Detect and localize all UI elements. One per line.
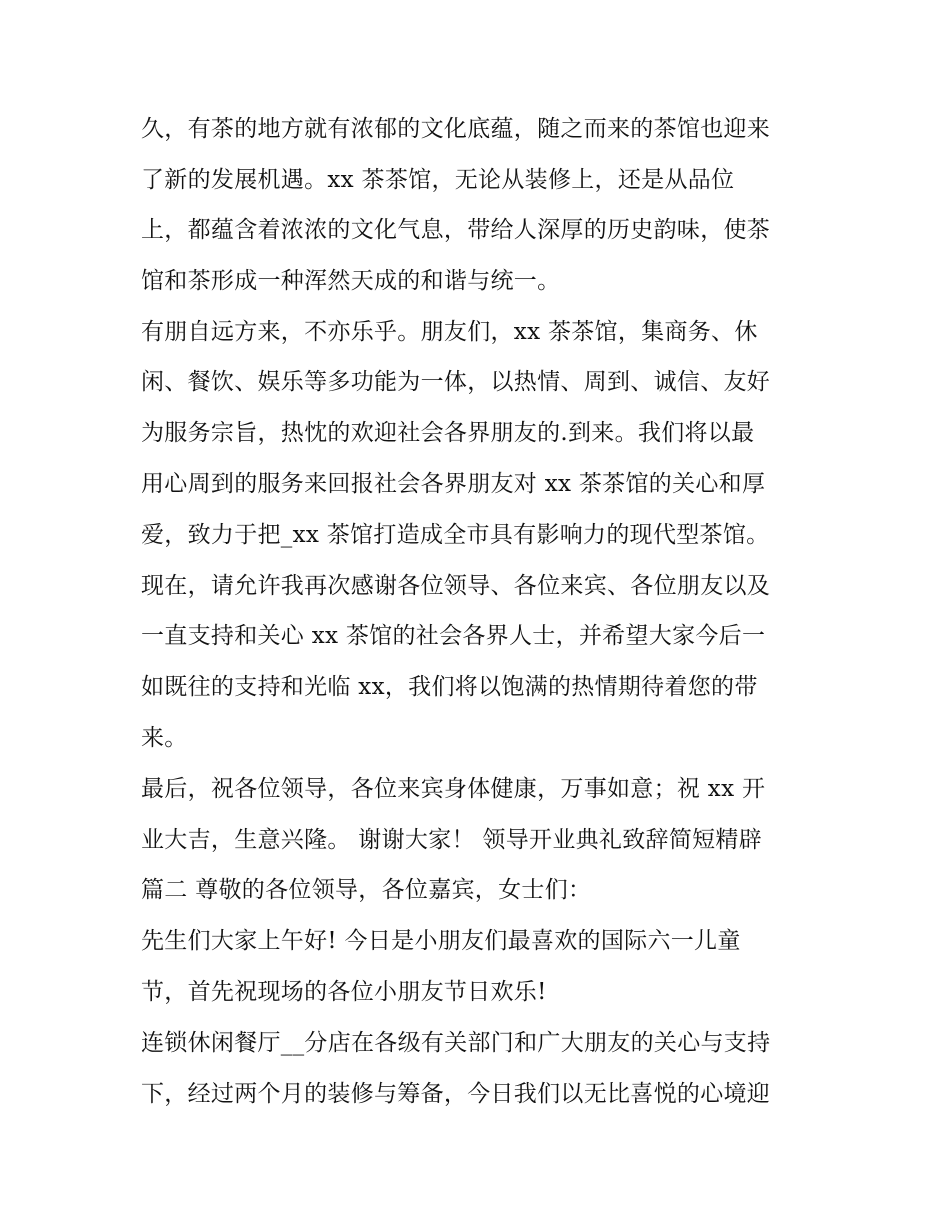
- text-line: 业大吉，生意兴隆。 谢谢大家！ 领导开业典礼致辞简短精辟: [141, 827, 763, 853]
- text-line: 闲、餐饮、娱乐等多功能为一体，以热情、周到、诚信、友好: [141, 369, 771, 395]
- text-line: 来。: [141, 725, 188, 751]
- text-line: 先生们大家上午好! 今日是小朋友们最喜欢的国际六一儿童: [141, 928, 741, 954]
- text-line: 爱，致力于把_xx 茶馆打造成全市具有影响力的现代型茶馆。: [141, 522, 770, 548]
- text-line: 久，有茶的地方就有浓郁的文化底蕴，随之而来的茶馆也迎来: [141, 116, 771, 142]
- text-line: 如既往的支持和光临 xx，我们将以饱满的热情期待着您的带: [141, 674, 758, 700]
- text-line: 最后，祝各位领导，各位来宾身体健康，万事如意；祝 xx 开: [141, 776, 766, 802]
- text-line: 篇二 尊敬的各位领导，各位嘉宾，女士们：: [141, 877, 592, 903]
- text-line: 为服务宗旨，热忱的欢迎社会各界朋友的.到来。我们将以最: [141, 420, 755, 446]
- text-line: 连锁休闲餐厅__分店在各级有关部门和广大朋友的关心与支持: [141, 1030, 771, 1056]
- text-line: 馆和茶形成一种浑然天成的和谐与统一。: [141, 268, 561, 294]
- text-line: 用心周到的服务来回报社会各界朋友对 xx 茶茶馆的关心和厚: [141, 471, 766, 497]
- text-line: 节，首先祝现场的各位小朋友节日欢乐!: [141, 979, 547, 1005]
- text-line: 上，都蕴含着浓浓的文化气息，带给人深厚的历史韵味，使茶: [141, 217, 771, 243]
- text-line: 了新的发展机遇。xx 茶茶馆，无论从装修上，还是从品位: [141, 167, 735, 193]
- text-line: 有朋自远方来，不亦乐乎。朋友们，xx 茶茶馆，集商务、休: [141, 319, 758, 345]
- text-line: 现在，请允许我再次感谢各位领导、各位来宾、各位朋友以及: [141, 573, 771, 599]
- text-line: 一直支持和关心 xx 茶馆的社会各界人士，并希望大家今后一: [141, 623, 766, 649]
- text-line: 下，经过两个月的装修与筹备，今日我们以无比喜悦的心境迎: [141, 1081, 771, 1107]
